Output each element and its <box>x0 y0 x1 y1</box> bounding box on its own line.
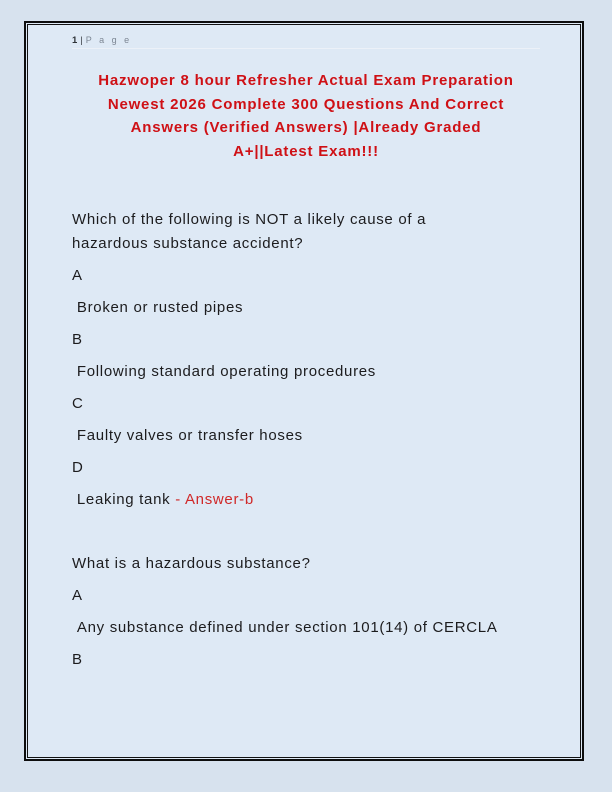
question-1-option-b-label: B <box>72 331 83 348</box>
question-2-option-a-text: Any substance defined under section 101(14) of CERCLA <box>72 619 498 636</box>
question-1-option-d-label: D <box>72 459 84 476</box>
header-separator: | <box>80 35 83 46</box>
question-1-option-a-text: Broken or rusted pipes <box>72 299 244 316</box>
page-header <box>72 33 132 48</box>
exam-title-line-1: Hazwoper 8 hour Refresher Actual Exam Preparation <box>98 72 514 89</box>
question-1-text: Which of the following is NOT a likely cause of a hazardous substance accident? <box>72 211 432 252</box>
question-2-option-a-label: A <box>72 587 83 604</box>
exam-title <box>24 69 588 163</box>
question-2-option-b-label: B <box>72 651 83 668</box>
option-d-text: Leaking tank <box>72 491 171 508</box>
exam-title-line-2: Newest 2026 Complete 300 Questions And Correct <box>107 95 505 113</box>
page-number: 1 <box>72 35 78 46</box>
answer-marker: - Answer-b <box>170 491 254 508</box>
blank-line <box>72 520 546 552</box>
question-1-option-d-text <box>72 488 546 512</box>
question-1-option-c-label: C <box>72 395 84 412</box>
header-page-word: P a g e <box>85 35 132 45</box>
question-list <box>72 208 546 680</box>
question-1-option-b-text: Following standard operating procedures <box>72 363 377 380</box>
exam-title-line-4: A+||Latest Exam!!! <box>233 142 379 160</box>
header-rule <box>72 48 540 49</box>
exam-title-line-3: Answers (Verified Answers) |Already Graded <box>130 119 482 136</box>
question-2-text: What is a hazardous substance? <box>72 555 311 572</box>
question-1-option-c-text: Faulty valves or transfer hoses <box>72 427 303 444</box>
question-1-option-a-label: A <box>72 267 83 284</box>
